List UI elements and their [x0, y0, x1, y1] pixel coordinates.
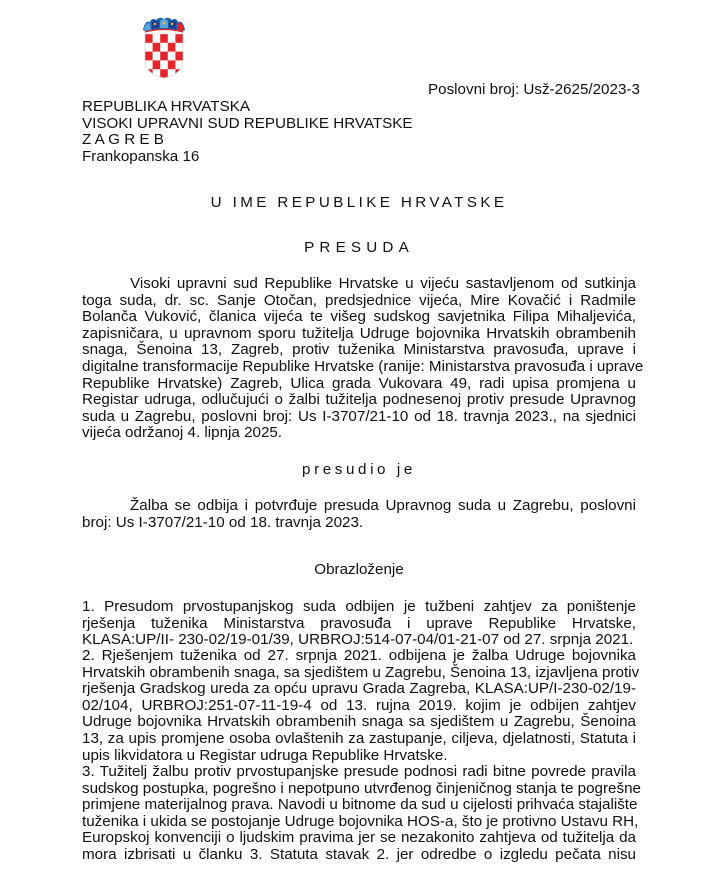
header-court-name: VISOKI UPRAVNI SUD REPUBLIKE HRVATSKE: [82, 114, 413, 132]
reasoning-point-3: [82, 763, 641, 864]
intro-line: vijeća održanoj 4. lipnja 2025.: [82, 424, 283, 442]
header-city: Z A G R E B: [82, 131, 164, 149]
judgment-title: PRESUDA: [304, 239, 414, 256]
reasoning-point-2: [82, 647, 640, 764]
point-3-line: primjene materijalnog prava. Navodi u bitnome da sud u cijelosti prihvaća stajalište: [82, 796, 638, 814]
intro-line: suda u Zagrebu, poslovni broj: Us I-3707/21-10 od 18. travnja 2023., na sjednici: [82, 407, 636, 425]
verdict-paragraph: [82, 498, 636, 531]
court-header: [82, 99, 413, 165]
point-3-line: mora izbrisati u članku 3. Statuta stavak 2. jer odredbe o izgledu pečata nisu: [82, 845, 636, 863]
intro-line: digitalne transformacije Republike Hrvatske (ranije: Ministarstva pravosuđa i uprave: [82, 357, 644, 375]
point-1-line: 1. Presudom prvostupanjskog suda odbijen je tužbeni zahtjev za poništenje: [82, 598, 636, 615]
point-1-line: rješenja tuženika Ministarstva pravosuđa i uprave Republike Hrvatske,: [82, 614, 636, 632]
reasoning-point-1: [82, 599, 636, 649]
reasoning-heading: Obrazloženje: [314, 561, 404, 578]
in-the-name-heading: U IME REPUBLIKE HRVATSKE: [210, 194, 508, 211]
point-3-line: Europskoj konvenciji o ljudskim pravima jer se nezakonito zahtjeva od tužitelja da: [82, 829, 636, 847]
coat-shield: [145, 34, 183, 80]
point-3-line: sudskog postupka, pogrešno i nepotpuno utvrđenog činjeničnog stanja te pogrešne: [82, 779, 641, 797]
point-1-line: KLASA:UP/II- 230-02/19-01/39, URBROJ:514-07-04/01-21-07 od 27. srpnja 2021.: [82, 631, 634, 649]
intro-paragraph: [82, 275, 644, 442]
croatian-coat-of-arms-icon: [141, 16, 187, 80]
intro-line: Bolanča Vuković, članica vijeća te višeg sudskog savjetnika Filipa Mihaljevića,: [82, 308, 636, 326]
verdict-line: Žalba se odbija i potvrđuje presuda Upravnog suda u Zagrebu, poslovni: [130, 497, 636, 514]
intro-line: zapisničara, u upravnom sporu tužitelja Udruge bojovnika Hrvatskih obrambenih: [82, 324, 636, 342]
intro-line: Registar udruga, odlučujući o žalbi tužitelja podnesenoj protiv presude Upravnog: [82, 391, 636, 409]
coat-crown: [143, 18, 185, 32]
point-3-line: 3. Tužitelj žalbu protiv prvostupanjske presude podnosi radi bitne povrede pravila: [82, 763, 636, 780]
verdict-line: broj: Us I-3707/21-10 od 18. travnja 2023.: [82, 513, 364, 531]
point-2-line: 13, za upis promjene osoba ovlaštenih za zastupanje, ciljeva, djelatnosti, Statuta i: [82, 729, 636, 747]
point-2-line: rješenja Gradskog ureda za opću upravu Grada Zagreba, KLASA:UP/I-230-02/19-: [82, 680, 636, 698]
header-republic: REPUBLIKA HRVATSKA: [82, 98, 250, 115]
intro-line: Visoki upravni sud Republike Hrvatske u vijeću sastavljenom od sutkinja: [130, 275, 636, 292]
point-2-line: upis likvidatora u Registar udruga Republike Hrvatske.: [82, 746, 448, 764]
case-number: Poslovni broj: Usž-2625/2023-3: [428, 81, 640, 98]
intro-line: Republike Hrvatske) Zagreb, Ulica grada Vukovara 49, radi upisa promjena u: [82, 374, 636, 392]
point-2-line: 02/104, URBROJ:251-07-11-19-4 od 13. rujna 2019. kojim je odbijen zahtjev: [82, 696, 636, 714]
intro-line: toga suda, dr. sc. Sanje Otočan, predsjednice vijeća, Mire Kovačić i Radmile: [82, 291, 636, 309]
point-2-line: Hrvatskih obrambenih snaga, sa sjedištem u Zagrebu, Šenoina 13, izjavljena protiv: [82, 663, 640, 681]
intro-line: snaga, Šenoina 13, Zagreb, protiv tuženika Ministarstva pravosuđa, uprave i: [82, 341, 636, 359]
point-2-line: Udruge bojovnika Hrvatskih obrambenih snaga sa sjedištem u Zagrebu, Šenoina: [82, 713, 636, 731]
point-3-line: tuženika i ukida se postojanje Udruge bojovnika HOS-a, što je protivno Ustavu RH,: [82, 812, 639, 830]
point-2-line: 2. Rješenjem tuženika od 27. srpnja 2021. odbijena je žalba Udruge bojovnika: [82, 647, 636, 664]
verdict-heading: presudio je: [302, 461, 416, 478]
header-address: Frankopanska 16: [82, 147, 200, 165]
